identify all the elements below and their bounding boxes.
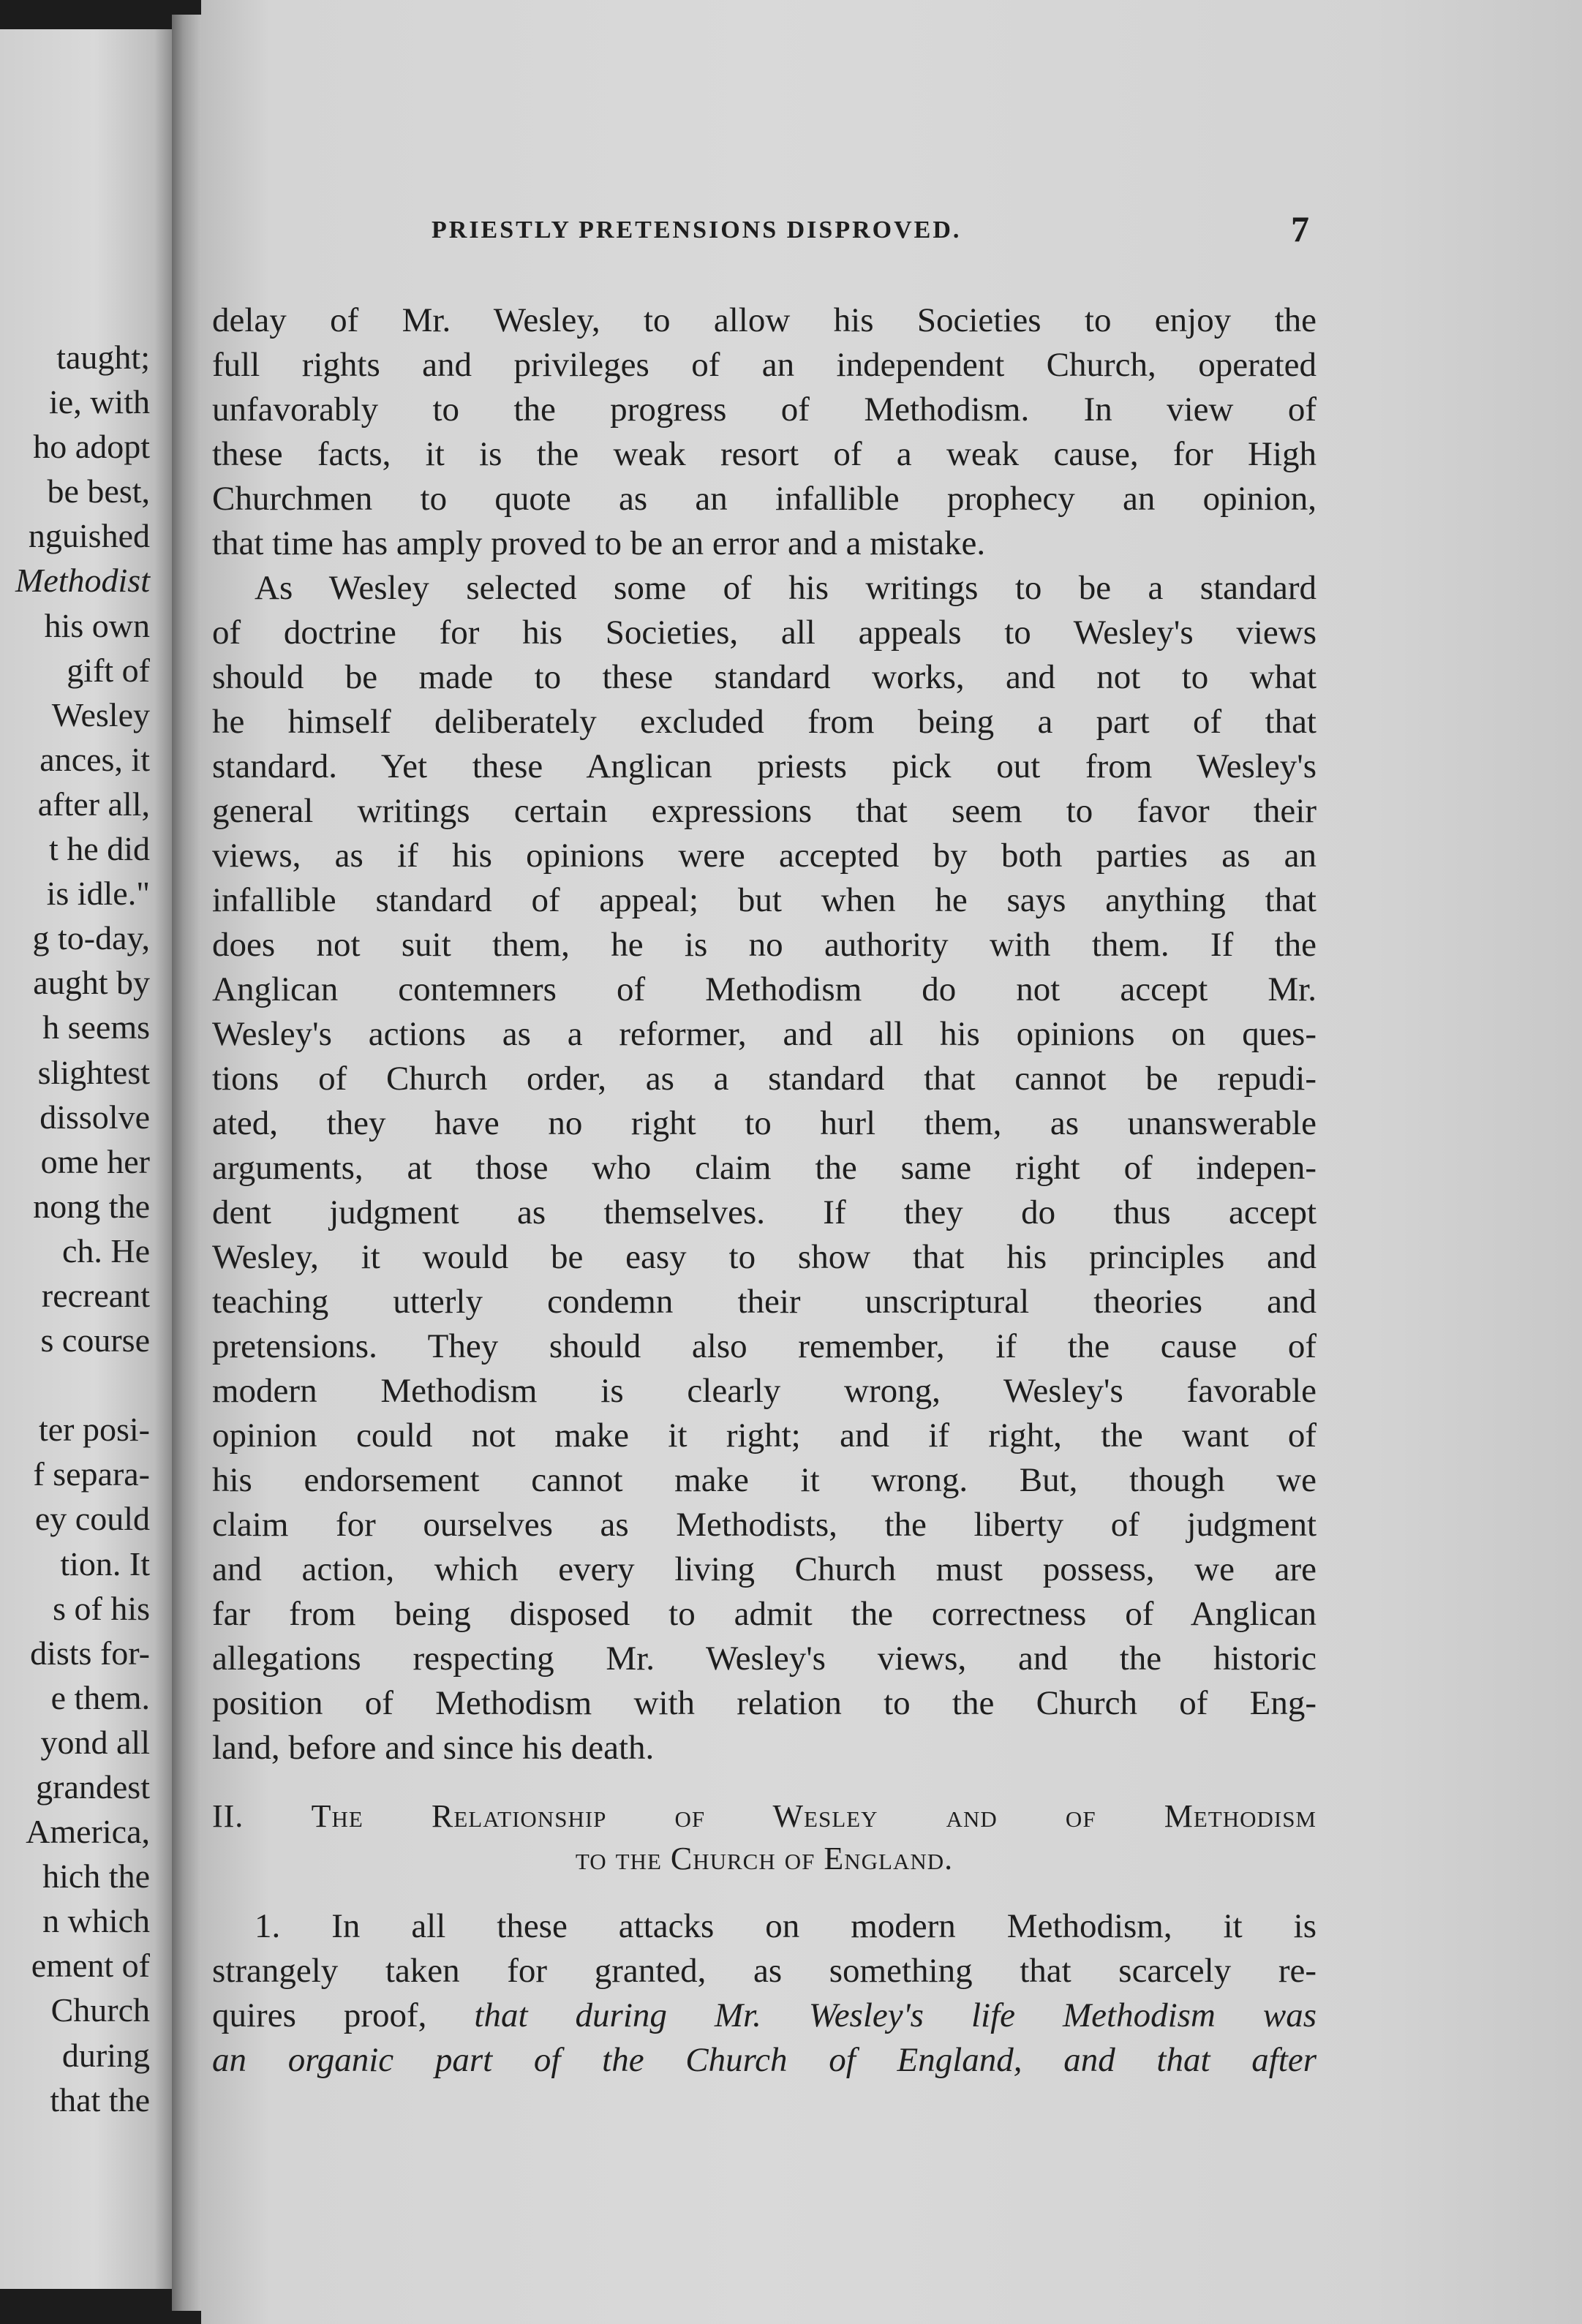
text-line: opinion could not make it right; and if right, the want of xyxy=(212,1416,1317,1455)
left-page-line: f separa- xyxy=(33,1455,150,1493)
left-page-text xyxy=(15,335,150,2122)
text-line: arguments, at those who claim the same right of indepen- xyxy=(212,1149,1317,1187)
section-heading-line-1: II. The Relationship of Wesley and of Methodism xyxy=(212,1798,1317,1834)
left-page-line: ey could xyxy=(34,1500,150,1538)
left-page-line: after all, xyxy=(37,785,150,823)
left-page-fragment xyxy=(0,29,172,2289)
text-line: he himself deliberately excluded from being a part of that xyxy=(212,703,1317,741)
left-page-line: ome her xyxy=(40,1142,150,1180)
left-page-line: ie, with xyxy=(49,383,150,421)
left-page-line: Methodist xyxy=(15,562,150,600)
paragraph-1 xyxy=(212,298,1317,566)
text-line: Churchmen to quote as an infallible prophecy an opinion, xyxy=(212,480,1317,518)
left-page-line: be best, xyxy=(47,472,150,510)
text-line: delay of Mr. Wesley, to allow his Societies to enjoy the xyxy=(212,301,1317,339)
left-page-line: ho adopt xyxy=(33,428,150,466)
running-head: PRIESTLY PRETENSIONS DISPROVED. xyxy=(432,216,962,244)
text-line: does not suit them, he is no authority with them. If the xyxy=(212,926,1317,964)
text-line: his endorsement cannot make it wrong. But, though we xyxy=(212,1461,1317,1499)
text-line: standard. Yet these Anglican priests pick out from Wesley's xyxy=(212,747,1317,785)
text-line: should be made to these standard works, and not to what xyxy=(212,658,1317,696)
text-line: far from being disposed to admit the correctness of Anglican xyxy=(212,1595,1317,1633)
page-number: 7 xyxy=(1291,208,1309,249)
left-page-line: gift of xyxy=(67,651,150,689)
left-page-line: n which xyxy=(42,1902,150,1940)
left-page-line: hich the xyxy=(42,1857,150,1895)
text-line: land, before and since his death. xyxy=(212,1729,655,1767)
text-line: Wesley, it would be easy to show that his principles and xyxy=(212,1238,1317,1276)
text-line: unfavorably to the progress of Methodism. In view of xyxy=(212,391,1317,429)
left-page-line: his own xyxy=(44,606,150,644)
text-line: modern Methodism is clearly wrong, Wesley's favorable xyxy=(212,1372,1317,1410)
text-line: an organic part of the Church of England, and that after xyxy=(212,2041,1317,2079)
left-page-line: is idle." xyxy=(46,875,150,913)
section-heading-line-2: to the Church of England. xyxy=(575,1841,954,1876)
book-gutter xyxy=(172,15,201,2311)
left-page-line: taught; xyxy=(56,339,150,376)
left-page-line: s course xyxy=(40,1321,150,1359)
left-page-line: yond all xyxy=(40,1723,150,1761)
left-page-line: e them. xyxy=(50,1678,150,1716)
text-line: that time has amply proved to be an error and a mistake. xyxy=(212,524,986,562)
text-line: Anglican contemners of Methodism do not accept Mr. xyxy=(212,970,1317,1008)
left-page-line: that the xyxy=(50,2080,150,2119)
left-page-line: g to-day, xyxy=(32,919,150,957)
text-line: ated, they have no right to hurl them, as unanswerable xyxy=(212,1104,1317,1142)
text-line: strangely taken for granted, as something that scarcely re- xyxy=(212,1952,1317,1990)
left-page-line: ement of xyxy=(31,1947,150,1985)
left-page-line: s of his xyxy=(53,1589,150,1627)
left-page-line: nong the xyxy=(33,1187,150,1225)
italic-text-run: that during Mr. Wesley's life Methodism was xyxy=(474,1996,1317,2034)
text-line: and action, which every living Church must possess, we are xyxy=(212,1550,1317,1588)
left-page-line: t he did xyxy=(49,830,150,868)
left-page-line: h seems xyxy=(42,1008,150,1046)
left-page-line: ter posi- xyxy=(38,1411,150,1449)
left-page-line: recreant xyxy=(41,1276,150,1314)
left-page-line: slightest xyxy=(37,1053,150,1091)
left-page-line: America, xyxy=(26,1813,150,1851)
text-line xyxy=(212,1993,1317,2038)
text-line: teaching utterly condemn their unscriptural theories and xyxy=(212,1283,1317,1321)
text-line: allegations respecting Mr. Wesley's views, and the historic xyxy=(212,1640,1317,1678)
paragraph-2 xyxy=(212,566,1317,1770)
section-heading xyxy=(212,1795,1317,1880)
main-text xyxy=(212,298,1317,1770)
text-line: 1. In all these attacks on modern Methodism, it is xyxy=(255,1907,1317,1945)
text-line: general writings certain expressions that seem to favor their xyxy=(212,792,1317,830)
left-page-line: nguished xyxy=(28,517,150,555)
text-line: As Wesley selected some of his writings to be a standard xyxy=(255,569,1317,607)
left-page-line: during xyxy=(61,2036,150,2074)
text-line: tions of Church order, as a standard that cannot be repudi- xyxy=(212,1060,1317,1098)
left-page-line: dists for- xyxy=(30,1634,150,1672)
paragraph-3 xyxy=(212,1904,1317,2083)
text-line: dent judgment as themselves. If they do thus accept xyxy=(212,1193,1317,1231)
left-page-line: aught by xyxy=(33,964,150,1002)
text-line: Wesley's actions as a reformer, and all his opinions on ques- xyxy=(212,1015,1317,1053)
text-line: claim for ourselves as Methodists, the liberty of judgment xyxy=(212,1506,1317,1544)
page-header xyxy=(432,208,1309,256)
left-page-line: grandest xyxy=(36,1768,150,1806)
left-page-line: Church xyxy=(50,1991,150,2029)
text-line: these facts, it is the weak resort of a weak cause, for High xyxy=(212,435,1317,473)
left-page-line: tion. It xyxy=(60,1544,150,1582)
left-page-line: dissolve xyxy=(39,1098,150,1136)
left-page-line: Wesley xyxy=(51,695,150,733)
text-line: full rights and privileges of an independent Church, operated xyxy=(212,346,1317,384)
left-page-line: ch. He xyxy=(61,1231,150,1269)
text-run: quires proof, xyxy=(212,1996,475,2034)
left-page-line xyxy=(15,1362,150,1407)
text-line: of doctrine for his Societies, all appeals to Wesley's views xyxy=(212,614,1317,652)
text-line: infallible standard of appeal; but when he says anything that xyxy=(212,881,1317,919)
text-line: position of Methodism with relation to the Church of Eng- xyxy=(212,1684,1317,1722)
left-page-line: ances, it xyxy=(39,740,150,778)
text-line: pretensions. They should also remember, if the cause of xyxy=(212,1327,1317,1365)
text-line: views, as if his opinions were accepted by both parties as an xyxy=(212,837,1317,875)
